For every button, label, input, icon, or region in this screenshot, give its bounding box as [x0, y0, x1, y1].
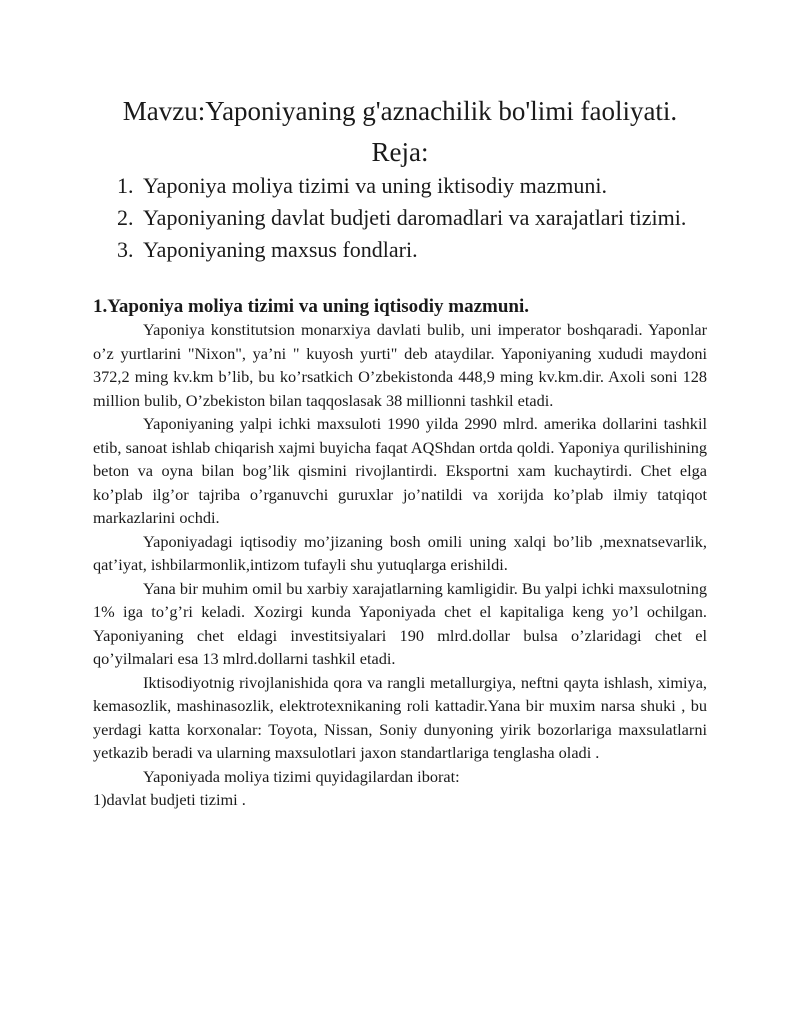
document-title: Mavzu:Yaponiyaning g'aznachilik bo'limi faoliyati. — [122, 96, 678, 126]
paragraph: Yaponiyaning yalpi ichki maxsuloti 1990 yilda 2990 mlrd. amerika dollarini tashkil etib, sanoat ishlab chiqarish xajmi buyicha faqat AQShdan ortda qoldi. Yaponiya qurilishining beton va oyna bilan bog’lik qismini rivojlantirdi. Eksportni xam kuchaytirdi. Chet elga ko’plab ilg’or tajriba o’rganuvchi guruxlar jo’natildi va xorijda ko’plab ilmiy tatqiqot markazlarini ochdi. — [93, 414, 707, 527]
list-line: 1)davlat budjeti tizimi . — [93, 790, 246, 809]
paragraph: Yaponiyada moliya tizimi quyidagilardan iborat: — [143, 766, 460, 786]
body-text — [93, 318, 707, 812]
plan-item — [117, 170, 717, 202]
section-heading: 1.Yaponiya moliya tizimi va uning iqtisodiy mazmuni. — [93, 296, 530, 317]
plan-item-number: 2. — [117, 205, 134, 230]
plan-item-text: Yaponiyaning davlat budjeti daromadlari va xarajatlari tizimi. — [143, 205, 687, 230]
plan-item — [117, 202, 717, 234]
plan-item-number: 3. — [117, 237, 134, 262]
plan-item-text: Yaponiyaning maxsus fondlari. — [143, 237, 418, 262]
plan-item — [117, 234, 717, 266]
paragraph: Iktisodiyotnig rivojlanishida qora va rangli metallurgiya, neftni qayta ishlash, ximiya, kemasozlik, mashinasozlik, elektrotexnikaning roli kattadir.Yana bir muxim narsa shuki , bu yerdagi katta korxonalar: Toyota, Nissan, Soniy dunyoning yirik bozorlariga maxsulatlarni yetkazib beradi va ularning maxsulotlari jaxon standartlariga tenglasha oladi . — [93, 672, 707, 762]
plan-item-number: 1. — [117, 173, 134, 198]
paragraph: Yana bir muhim omil bu xarbiy xarajatlarning kamligidir. Bu yalpi ichki maxsulotning 1% iga to’g’ri keladi. Xozirgi kunda Yaponiyada chet el kapitaliga keng yo’l ochilgan. Yaponiyaning chet eldagi investitsiyalari 190 mlrd.dollar bulsa o’zlaridagi chet el qo’yilmalari esa 13 mlrd.dollarni tashkil etadi. — [93, 578, 707, 668]
paragraph: Yaponiya konstitutsion monarxiya davlati bulib, uni imperator boshqaradi. Yaponlar o’z yurtlarini "Nixon", ya’ni " kuyosh yurti" deb ataydilar. Yaponiyaning xududi maydoni 372,2 ming kv.km b’lib, bu ko’rsatkich O’zbekistonda 448,9 ming kv.km.dir. Axoli soni 128 million bulib, O’zbekiston bilan taqqoslasak 38 millionni tashkil etadi. — [93, 320, 707, 410]
plan-list — [117, 170, 717, 266]
paragraph: Yaponiyadagi iqtisodiy mo’jizaning bosh omili uning xalqi bo’lib ,mexnatsevarlik, qat’iyat, ishbilarmonlik,intizom tufayli shu yutuqlarga erishildi. — [93, 531, 707, 574]
plan-item-text: Yaponiya moliya tizimi va uning iktisodiy mazmuni. — [143, 173, 608, 198]
plan-heading: Reja: — [371, 137, 429, 167]
